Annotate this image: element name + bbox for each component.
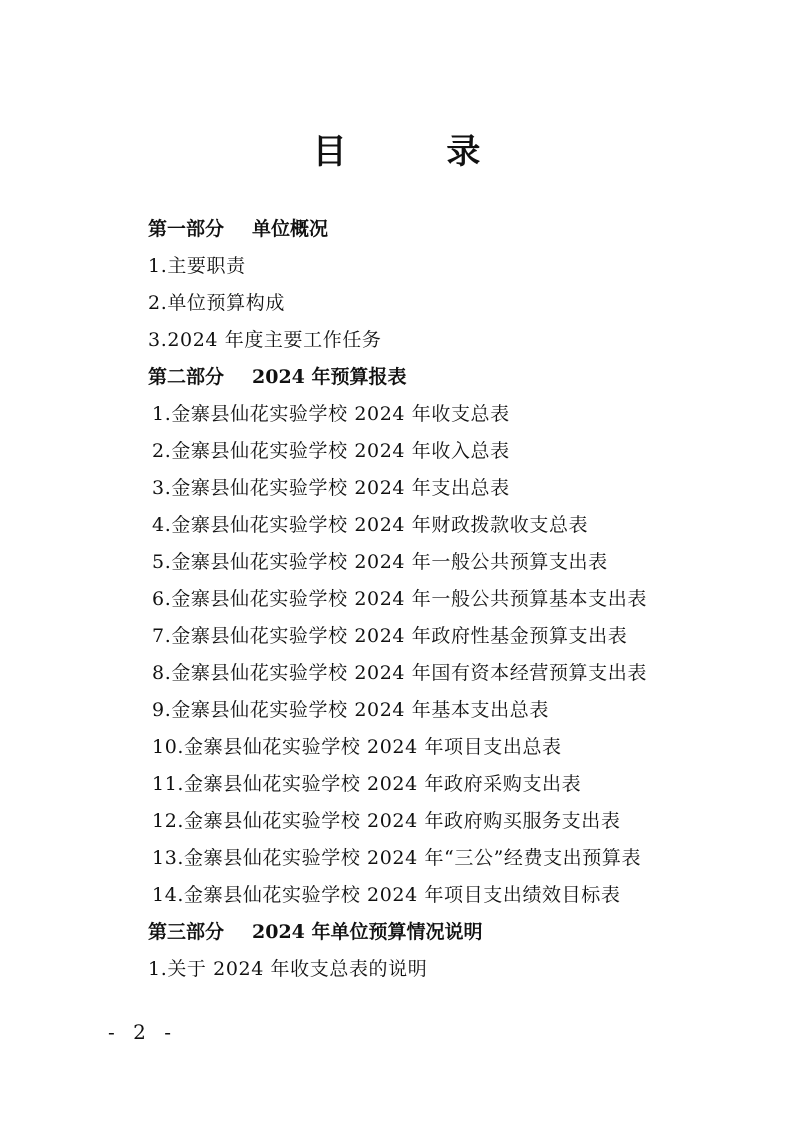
section-name: 2024 年预算报表 bbox=[252, 366, 407, 388]
section-part-label: 第一部分 bbox=[148, 218, 225, 240]
page-number: - 2 - bbox=[108, 1020, 177, 1044]
toc-item[interactable]: 9.金寨县仙花实验学校 2024 年基本支出总表 bbox=[152, 699, 549, 721]
section-heading-part-2[interactable] bbox=[148, 359, 407, 396]
toc-item[interactable]: 1.主要职责 bbox=[148, 255, 246, 277]
toc-item[interactable]: 2.单位预算构成 bbox=[148, 292, 285, 314]
toc-item[interactable]: 1.关于 2024 年收支总表的说明 bbox=[148, 958, 428, 980]
toc-item[interactable]: 5.金寨县仙花实验学校 2024 年一般公共预算支出表 bbox=[152, 551, 608, 573]
toc-item[interactable]: 14.金寨县仙花实验学校 2024 年项目支出绩效目标表 bbox=[152, 884, 621, 906]
section-part-label: 第二部分 bbox=[148, 366, 225, 388]
toc-item[interactable]: 3.金寨县仙花实验学校 2024 年支出总表 bbox=[152, 477, 510, 499]
toc-item[interactable]: 10.金寨县仙花实验学校 2024 年项目支出总表 bbox=[152, 736, 562, 758]
section-heading-part-3[interactable] bbox=[148, 914, 483, 951]
toc-item[interactable]: 1.金寨县仙花实验学校 2024 年收支总表 bbox=[152, 403, 510, 425]
section-name: 单位概况 bbox=[252, 218, 329, 240]
page-title: 目 录 bbox=[312, 132, 525, 172]
toc-item[interactable]: 11.金寨县仙花实验学校 2024 年政府采购支出表 bbox=[152, 773, 582, 795]
section-name: 2024 年单位预算情况说明 bbox=[252, 921, 483, 943]
toc-item[interactable]: 8.金寨县仙花实验学校 2024 年国有资本经营预算支出表 bbox=[152, 662, 647, 684]
section-part-label: 第三部分 bbox=[148, 921, 225, 943]
toc-item[interactable]: 7.金寨县仙花实验学校 2024 年政府性基金预算支出表 bbox=[152, 625, 628, 647]
toc-item[interactable]: 12.金寨县仙花实验学校 2024 年政府购买服务支出表 bbox=[152, 810, 621, 832]
toc-item[interactable]: 3.2024 年度主要工作任务 bbox=[148, 329, 382, 351]
toc-item[interactable]: 6.金寨县仙花实验学校 2024 年一般公共预算基本支出表 bbox=[152, 588, 647, 610]
section-heading-part-1[interactable] bbox=[148, 211, 328, 248]
toc-item[interactable]: 2.金寨县仙花实验学校 2024 年收入总表 bbox=[152, 440, 510, 462]
toc-item[interactable]: 4.金寨县仙花实验学校 2024 年财政拨款收支总表 bbox=[152, 514, 589, 536]
toc-item[interactable]: 13.金寨县仙花实验学校 2024 年“三公”经费支出预算表 bbox=[152, 847, 642, 869]
